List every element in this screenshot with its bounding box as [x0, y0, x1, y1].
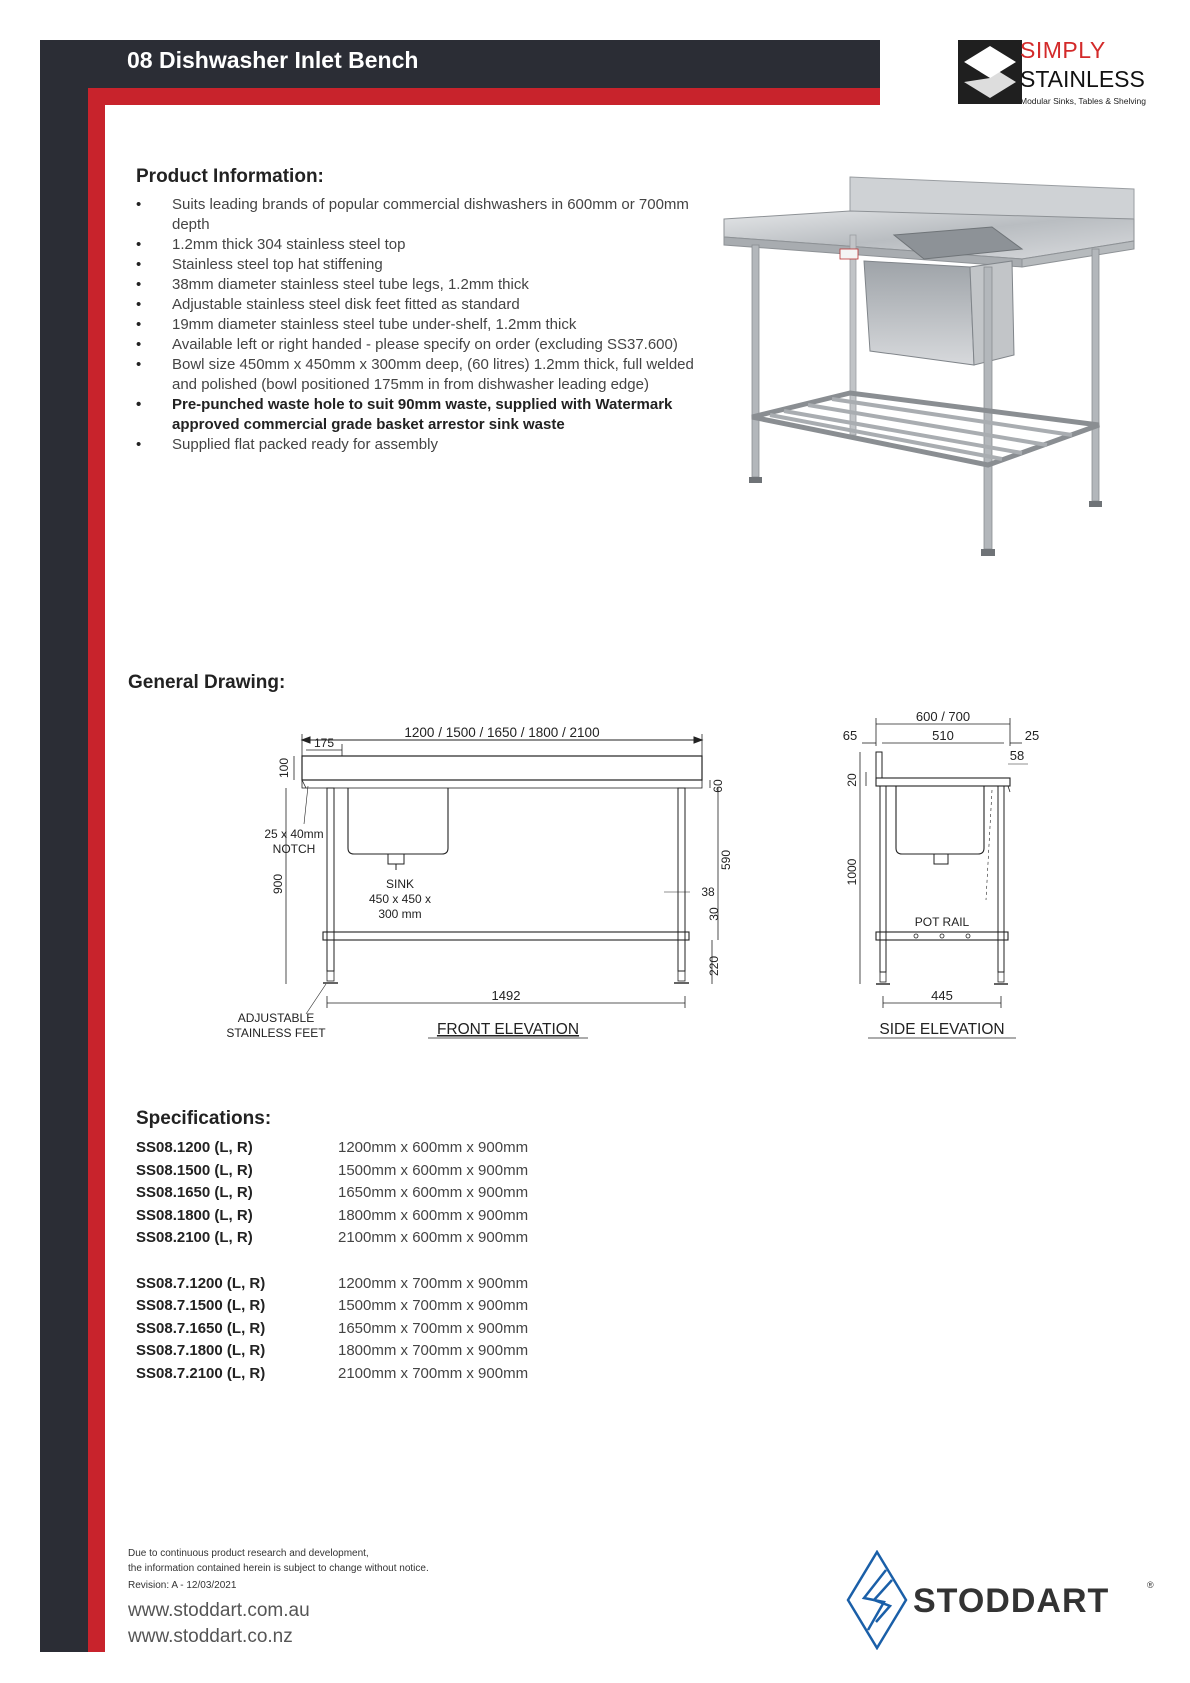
spec-dimensions: 1500mm x 600mm x 900mm	[338, 1161, 529, 1179]
front-sink-label-1: SINK	[385, 877, 415, 891]
table-row	[136, 1160, 528, 1183]
left-red-stripe	[88, 88, 105, 1652]
front-shelf-length-label: 1492	[491, 988, 521, 1003]
side-left-gap-label: 65	[842, 728, 858, 743]
stoddart-logo-icon	[846, 1550, 908, 1650]
side-depth-label: 600 / 700	[915, 709, 971, 724]
front-sink-label-3: 300 mm	[378, 907, 422, 921]
table-row	[136, 1205, 528, 1228]
spec-dimensions: 2100mm x 700mm x 900mm	[338, 1364, 529, 1382]
spec-code: SS08.7.1500 (L, R)	[136, 1297, 266, 1314]
table-row	[136, 1295, 528, 1318]
front-leg-dia-label: 38	[701, 885, 715, 899]
page-title: 08 Dishwasher Inlet Bench	[127, 47, 419, 73]
header-red-stripe	[88, 88, 880, 105]
general-drawing-heading: General Drawing:	[128, 672, 286, 693]
revision-label: Revision: A - 12/03/2021	[128, 1580, 237, 1591]
spec-dimensions: 1800mm x 700mm x 900mm	[338, 1342, 529, 1359]
front-elevation-caption: FRONT ELEVATION	[436, 1021, 580, 1038]
front-leg-dim-label: 590	[719, 849, 733, 871]
registered-mark: ®	[1147, 1580, 1154, 1590]
logo-stainless-text: STAINLESS	[1020, 66, 1145, 92]
front-top-gap-label: 60	[711, 779, 725, 793]
list-item: • Adjustable stainless steel disk feet fitted as standard	[136, 295, 696, 315]
front-sink-label-2: 450 x 450 x	[368, 892, 432, 906]
side-upstand-label: 20	[845, 773, 859, 787]
front-height-label: 900	[271, 873, 285, 895]
side-elevation-drawing	[832, 700, 1052, 1050]
side-foot-span-label: 445	[931, 988, 953, 1003]
spec-code: SS08.1800 (L, R)	[136, 1206, 253, 1224]
disclaimer-note	[128, 1546, 429, 1576]
stoddart-brand-text: STODDART	[913, 1582, 1110, 1620]
list-item: • 1.2mm thick 304 stainless steel top	[136, 235, 696, 255]
front-offset-label: 175	[313, 736, 335, 750]
table-row	[136, 1137, 528, 1160]
logo-simply-text: SIMPLY	[1020, 37, 1106, 63]
spec-code: SS08.2100 (L, R)	[136, 1229, 253, 1246]
spec-code: SS08.7.1200 (L, R)	[136, 1274, 266, 1292]
list-item: • Pre-punched waste hole to suit 90mm waste, supplied with Watermark approved commercial grade basket arrestor sink waste	[136, 395, 696, 435]
table-spacer	[136, 1250, 528, 1273]
header-divider	[105, 105, 880, 107]
spec-code: SS08.1500 (L, R)	[136, 1161, 253, 1179]
spec-dimensions: 1650mm x 600mm x 900mm	[338, 1184, 529, 1201]
simply-stainless-logo-icon	[958, 40, 1022, 104]
table-row	[136, 1318, 528, 1341]
front-feet-label-2: STAINLESS FEET	[226, 1026, 326, 1040]
side-elevation-caption: SIDE ELEVATION	[879, 1021, 1005, 1038]
side-lip-label: 58	[1009, 748, 1025, 763]
front-elevation-drawing	[210, 700, 750, 1050]
specifications-heading: Specifications:	[136, 1108, 272, 1129]
specifications-table	[136, 1137, 528, 1385]
table-row	[136, 1273, 528, 1296]
disclaimer-line-2: the information contained herein is subject to change without notice.	[128, 1563, 429, 1574]
product-photo	[722, 175, 1142, 595]
spec-dimensions: 1200mm x 600mm x 900mm	[338, 1139, 529, 1156]
website-au-link[interactable]: www.stoddart.com.au	[128, 1600, 310, 1621]
side-inner-label: 510	[932, 728, 954, 743]
front-splash-label: 100	[277, 757, 291, 779]
spec-dimensions: 2100mm x 600mm x 900mm	[338, 1229, 529, 1246]
front-shelf-dim-label: 30	[707, 907, 721, 921]
table-row	[136, 1227, 528, 1250]
list-item: • 19mm diameter stainless steel tube under-shelf, 1.2mm thick	[136, 315, 696, 335]
table-row	[136, 1363, 528, 1386]
list-item: • 38mm diameter stainless steel tube legs, 1.2mm thick	[136, 275, 696, 295]
side-height-label: 1000	[845, 858, 859, 886]
table-row	[136, 1182, 528, 1205]
spec-code: SS08.7.1800 (L, R)	[136, 1342, 266, 1359]
spec-code: SS08.1200 (L, R)	[136, 1139, 253, 1156]
front-shelf-height-label: 220	[707, 955, 721, 977]
side-right-gap-label: 25	[1024, 728, 1040, 743]
product-info-heading: Product Information:	[136, 166, 324, 187]
front-notch-label-1: 25 x 40mm	[264, 827, 324, 841]
spec-dimensions: 1500mm x 700mm x 900mm	[338, 1297, 529, 1314]
website-nz-link[interactable]: www.stoddart.co.nz	[128, 1626, 293, 1647]
list-item: • Supplied flat packed ready for assembly	[136, 435, 696, 455]
list-item: • Suits leading brands of popular commercial dishwashers in 600mm or 700mm depth	[136, 195, 696, 235]
logo-tagline: Modular Sinks, Tables & Shelving	[1020, 96, 1146, 106]
front-length-label: 1200 / 1500 / 1650 / 1800 / 2100	[404, 725, 600, 740]
spec-code: SS08.7.1650 (L, R)	[136, 1319, 266, 1337]
spec-code: SS08.7.2100 (L, R)	[136, 1364, 266, 1382]
table-row	[136, 1340, 528, 1363]
spec-code: SS08.1650 (L, R)	[136, 1184, 253, 1201]
list-item: • Stainless steel top hat stiffening	[136, 255, 696, 275]
left-dark-band	[40, 40, 88, 1652]
spec-dimensions: 1650mm x 700mm x 900mm	[338, 1319, 529, 1337]
side-pot-rail-label: POT RAIL	[914, 915, 970, 929]
list-item: • Available left or right handed - please specify on order (excluding SS37.600)	[136, 335, 696, 355]
spec-dimensions: 1200mm x 700mm x 900mm	[338, 1274, 529, 1292]
spec-dimensions: 1800mm x 600mm x 900mm	[338, 1206, 529, 1224]
disclaimer-line-1: Due to continuous product research and development,	[128, 1548, 369, 1559]
front-notch-label-2: NOTCH	[272, 842, 316, 856]
list-item: • Bowl size 450mm x 450mm x 300mm deep, (60 litres) 1.2mm thick, full welded and polished (bowl positioned 175mm in from dishwasher leading edge)	[136, 355, 696, 395]
front-feet-label-1: ADJUSTABLE	[237, 1011, 315, 1025]
feature-list	[136, 195, 696, 455]
